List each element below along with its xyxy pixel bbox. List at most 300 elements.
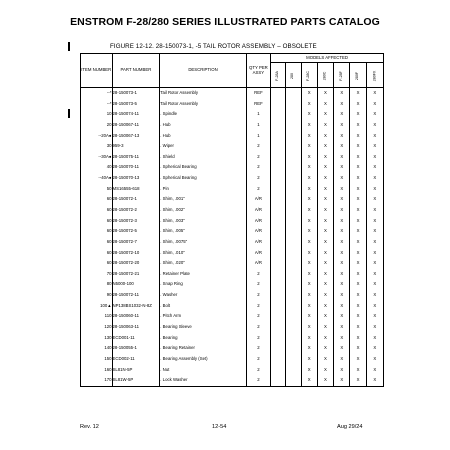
item-number: 60	[81, 216, 113, 227]
model-mark	[286, 184, 301, 195]
table-row	[81, 248, 384, 259]
quantity: 2	[246, 333, 270, 344]
header-item: ITEM NUMBER	[81, 54, 113, 88]
model-mark: X	[350, 184, 366, 195]
model-mark	[286, 99, 301, 110]
model-mark: X	[317, 258, 333, 269]
description: . Snap Ring	[160, 280, 246, 291]
model-label: 280F	[355, 71, 360, 80]
description: . Shim, .001"	[160, 194, 246, 205]
model-mark	[286, 269, 301, 280]
model-mark	[271, 173, 286, 184]
model-mark	[271, 269, 286, 280]
part-number: 28-150072-7	[112, 237, 160, 248]
item-number: 170	[81, 375, 113, 386]
item-number: 60	[81, 205, 113, 216]
model-mark: X	[317, 343, 333, 354]
model-mark: X	[366, 109, 383, 120]
model-mark: X	[317, 162, 333, 173]
model-label: F-28C	[306, 70, 311, 81]
model-mark: X	[301, 343, 317, 354]
item-number: 20	[81, 120, 113, 131]
model-label: 280C	[322, 71, 327, 80]
item-number: 60	[81, 194, 113, 205]
quantity: REF	[246, 88, 270, 99]
model-mark	[286, 365, 301, 376]
model-mark: X	[301, 301, 317, 312]
model-mark	[271, 322, 286, 333]
model-mark: X	[366, 99, 383, 110]
model-mark: X	[301, 88, 317, 99]
change-bar	[68, 42, 70, 51]
quantity: 2	[246, 343, 270, 354]
model-mark: X	[301, 162, 317, 173]
item-number: 10	[81, 109, 113, 120]
table-row	[81, 141, 384, 152]
model-mark: X	[317, 269, 333, 280]
model-mark: X	[334, 152, 350, 163]
model-mark	[271, 99, 286, 110]
model-mark: X	[350, 248, 366, 259]
table-row	[81, 375, 384, 386]
model-mark: X	[317, 248, 333, 259]
model-mark: X	[317, 354, 333, 365]
model-mark: X	[366, 322, 383, 333]
model-mark: X	[317, 194, 333, 205]
description: . Pitch Arm	[160, 311, 246, 322]
model-mark: X	[301, 311, 317, 322]
footer-rev: Rev. 12	[80, 424, 99, 430]
model-mark	[271, 290, 286, 301]
model-mark: X	[366, 311, 383, 322]
item-number: 160	[81, 365, 113, 376]
model-mark: X	[350, 322, 366, 333]
quantity: 2	[246, 301, 270, 312]
model-mark	[271, 354, 286, 365]
model-mark	[286, 216, 301, 227]
model-mark: X	[366, 354, 383, 365]
model-mark: X	[366, 88, 383, 99]
description: . Bolt	[160, 301, 246, 312]
table-row	[81, 99, 384, 110]
model-mark: X	[366, 205, 383, 216]
model-mark: X	[317, 109, 333, 120]
model-mark: X	[350, 162, 366, 173]
model-mark: X	[350, 237, 366, 248]
quantity: 2	[246, 280, 270, 291]
model-mark	[286, 343, 301, 354]
model-label: 280	[290, 72, 295, 79]
model-mark: X	[317, 184, 333, 195]
part-number: 28-150073-1	[112, 88, 160, 99]
model-mark	[286, 237, 301, 248]
model-mark: X	[366, 194, 383, 205]
model-mark: X	[334, 280, 350, 291]
description: . Bearing Assembly (Set)	[160, 354, 246, 365]
model-mark: X	[334, 205, 350, 216]
model-mark	[286, 205, 301, 216]
description: . Retainer Plate	[160, 269, 246, 280]
model-mark: X	[301, 237, 317, 248]
header-model	[317, 63, 333, 88]
model-mark: X	[350, 354, 366, 365]
model-mark: X	[317, 216, 333, 227]
model-mark: X	[350, 131, 366, 142]
quantity: 2	[246, 269, 270, 280]
model-mark	[271, 301, 286, 312]
header-model	[334, 63, 350, 88]
model-mark: X	[350, 205, 366, 216]
model-mark: X	[350, 173, 366, 184]
description: . Spherical Bearing	[160, 173, 246, 184]
model-mark: X	[366, 131, 383, 142]
table-row	[81, 226, 384, 237]
model-mark: X	[334, 269, 350, 280]
model-mark	[286, 354, 301, 365]
table-row	[81, 333, 384, 344]
model-mark	[286, 280, 301, 291]
model-mark: X	[317, 290, 333, 301]
model-mark: X	[334, 343, 350, 354]
model-mark: X	[350, 258, 366, 269]
model-mark: X	[301, 375, 317, 386]
model-mark: X	[301, 99, 317, 110]
table-row	[81, 269, 384, 280]
model-mark: X	[317, 333, 333, 344]
model-mark: X	[334, 237, 350, 248]
item-number: 90	[81, 290, 113, 301]
model-mark: X	[366, 120, 383, 131]
model-mark: X	[317, 365, 333, 376]
table-row	[81, 194, 384, 205]
part-number: 28-150070-13	[112, 173, 160, 184]
part-number: 28-150072-5	[112, 226, 160, 237]
model-mark: X	[334, 194, 350, 205]
model-mark	[286, 375, 301, 386]
footer-page: 12-54	[212, 424, 227, 430]
model-mark: X	[366, 280, 383, 291]
model-mark: X	[301, 258, 317, 269]
model-mark: X	[334, 99, 350, 110]
model-mark	[286, 141, 301, 152]
part-number: 28-150074-11	[112, 109, 160, 120]
model-mark: X	[334, 248, 350, 259]
model-mark: X	[317, 152, 333, 163]
model-mark	[271, 343, 286, 354]
model-mark: X	[317, 226, 333, 237]
table-row	[81, 184, 384, 195]
model-mark	[286, 194, 301, 205]
item-number: 140	[81, 343, 113, 354]
model-mark: X	[317, 280, 333, 291]
part-number: 28-150072-11	[112, 290, 160, 301]
model-mark: X	[334, 88, 350, 99]
description: . Bearing Retainer	[160, 343, 246, 354]
model-mark: X	[366, 184, 383, 195]
model-mark	[271, 184, 286, 195]
model-mark: X	[350, 290, 366, 301]
description: . Pin	[160, 184, 246, 195]
model-mark: X	[301, 365, 317, 376]
model-mark: X	[366, 152, 383, 163]
model-mark: X	[334, 162, 350, 173]
description: . Bearing	[160, 333, 246, 344]
model-mark	[271, 194, 286, 205]
part-number: ECD001-11	[112, 333, 160, 344]
description: . Shim, .005"	[160, 226, 246, 237]
model-mark: X	[334, 375, 350, 386]
model-mark: X	[366, 290, 383, 301]
description: . Nut	[160, 365, 246, 376]
model-mark: X	[301, 322, 317, 333]
model-mark: X	[301, 120, 317, 131]
model-mark	[286, 226, 301, 237]
model-mark: X	[334, 109, 350, 120]
model-label: F-28F	[338, 70, 343, 81]
model-mark: X	[301, 280, 317, 291]
header-models-affected: MODELS AFFECTED	[271, 54, 384, 63]
table-row	[81, 173, 384, 184]
model-mark	[286, 248, 301, 259]
model-mark	[271, 375, 286, 386]
table-row	[81, 280, 384, 291]
model-mark: X	[334, 141, 350, 152]
quantity: A/R	[246, 248, 270, 259]
quantity: 2	[246, 184, 270, 195]
part-number: NP138BS1032-N-8Z	[112, 301, 160, 312]
model-mark: X	[317, 141, 333, 152]
model-mark: X	[317, 131, 333, 142]
table-row	[81, 216, 384, 227]
quantity: 2	[246, 375, 270, 386]
model-mark: X	[317, 99, 333, 110]
model-mark	[286, 109, 301, 120]
quantity: A/R	[246, 205, 270, 216]
model-mark	[271, 333, 286, 344]
model-mark	[286, 131, 301, 142]
model-mark: X	[317, 205, 333, 216]
item-number: --30A●	[81, 152, 113, 163]
part-number: 28-150072-10	[112, 248, 160, 259]
quantity: 2	[246, 141, 270, 152]
model-mark: X	[317, 311, 333, 322]
table-row	[81, 237, 384, 248]
model-mark	[286, 301, 301, 312]
quantity: A/R	[246, 226, 270, 237]
model-mark: X	[366, 141, 383, 152]
header-model	[271, 63, 286, 88]
model-mark: X	[350, 311, 366, 322]
item-number: 60	[81, 237, 113, 248]
model-mark: X	[350, 301, 366, 312]
quantity: 2	[246, 290, 270, 301]
model-mark: X	[301, 333, 317, 344]
item-number: --40A●	[81, 173, 113, 184]
quantity: 2	[246, 354, 270, 365]
model-mark: X	[301, 109, 317, 120]
table-row	[81, 311, 384, 322]
model-mark: X	[301, 216, 317, 227]
item-number: --*	[81, 99, 113, 110]
part-number: MS16555-618	[112, 184, 160, 195]
quantity: 1	[246, 120, 270, 131]
part-number: 28-150072-3	[112, 216, 160, 227]
quantity: A/R	[246, 237, 270, 248]
model-mark	[286, 333, 301, 344]
model-label: F-28A	[275, 70, 280, 81]
quantity: 2	[246, 311, 270, 322]
table-row	[81, 301, 384, 312]
model-mark: X	[334, 301, 350, 312]
model-mark	[286, 290, 301, 301]
quantity: 1	[246, 131, 270, 142]
part-number: 28-150067-11	[112, 120, 160, 131]
model-mark: X	[334, 173, 350, 184]
header-qty: QTY PER ASSY	[246, 54, 270, 88]
part-number: 28-150070-11	[112, 162, 160, 173]
model-mark	[286, 311, 301, 322]
model-mark: X	[366, 237, 383, 248]
model-mark: X	[350, 280, 366, 291]
model-mark	[271, 237, 286, 248]
model-mark	[271, 258, 286, 269]
model-mark: X	[350, 120, 366, 131]
model-mark: X	[301, 290, 317, 301]
table-row	[81, 322, 384, 333]
model-mark: X	[350, 375, 366, 386]
model-mark: X	[350, 216, 366, 227]
table-row	[81, 354, 384, 365]
item-number: 100▲	[81, 301, 113, 312]
model-mark	[271, 152, 286, 163]
model-mark: X	[350, 194, 366, 205]
part-number: 28-150055-1	[112, 343, 160, 354]
table-row	[81, 205, 384, 216]
description: . Shim, .003"	[160, 216, 246, 227]
model-mark: X	[317, 237, 333, 248]
model-mark	[271, 226, 286, 237]
table-row	[81, 131, 384, 142]
model-mark: X	[334, 333, 350, 344]
description: . Lock Washer	[160, 375, 246, 386]
part-number: 28-150072-21	[112, 269, 160, 280]
item-number: 50	[81, 184, 113, 195]
model-mark: X	[366, 269, 383, 280]
model-mark: X	[366, 375, 383, 386]
item-number: 40	[81, 162, 113, 173]
model-mark: X	[317, 322, 333, 333]
model-mark: X	[334, 311, 350, 322]
model-mark: X	[366, 226, 383, 237]
quantity: 2	[246, 173, 270, 184]
table-row	[81, 162, 384, 173]
model-mark	[286, 88, 301, 99]
table-row	[81, 365, 384, 376]
table-row	[81, 343, 384, 354]
table-row	[81, 152, 384, 163]
item-number: 120	[81, 322, 113, 333]
part-number: 28-150075-11	[112, 152, 160, 163]
item-number: 80	[81, 280, 113, 291]
part-number: SL81N-5P	[112, 365, 160, 376]
model-mark: X	[317, 301, 333, 312]
header-part: PART NUMBER	[112, 54, 160, 88]
model-mark	[286, 322, 301, 333]
description: . Shim, .002"	[160, 205, 246, 216]
model-mark	[271, 365, 286, 376]
model-mark: X	[366, 248, 383, 259]
part-number: 28-150060-11	[112, 311, 160, 322]
change-bar	[68, 109, 70, 118]
page-title: ENSTROM F-28/280 SERIES ILLUSTRATED PARTS CATALOG	[70, 16, 380, 28]
part-number: SL81W-5P	[112, 375, 160, 386]
table-row	[81, 120, 384, 131]
model-mark: X	[334, 216, 350, 227]
model-mark: X	[350, 88, 366, 99]
model-mark: X	[334, 322, 350, 333]
header-model	[366, 63, 383, 88]
model-mark: X	[317, 375, 333, 386]
model-mark: X	[334, 365, 350, 376]
model-mark	[271, 311, 286, 322]
model-mark: X	[366, 343, 383, 354]
model-mark	[271, 131, 286, 142]
item-number: 30	[81, 141, 113, 152]
model-mark: X	[350, 365, 366, 376]
model-mark: X	[317, 88, 333, 99]
item-number: 150	[81, 354, 113, 365]
footer-date: Aug 29/24	[337, 424, 363, 430]
header-model	[286, 63, 301, 88]
description: . Shield	[160, 152, 246, 163]
part-number: 28-150072-1	[112, 194, 160, 205]
part-number: 28-150067-13	[112, 131, 160, 142]
table-row	[81, 88, 384, 99]
header-model	[301, 63, 317, 88]
header-description: DESCRIPTION	[160, 54, 246, 88]
part-number: ECD002-11	[112, 354, 160, 365]
quantity: A/R	[246, 258, 270, 269]
quantity: 2	[246, 162, 270, 173]
model-mark	[286, 152, 301, 163]
model-mark: X	[317, 173, 333, 184]
model-mark: X	[334, 290, 350, 301]
model-mark: X	[301, 269, 317, 280]
quantity: 1	[246, 109, 270, 120]
description: . Spherical Bearing	[160, 162, 246, 173]
model-mark	[286, 120, 301, 131]
model-mark: X	[350, 141, 366, 152]
table-row	[81, 258, 384, 269]
model-mark: X	[350, 109, 366, 120]
part-number: 28-150072-2	[112, 205, 160, 216]
part-number: 959-3	[112, 141, 160, 152]
model-mark: X	[350, 269, 366, 280]
description: . Hub	[160, 120, 246, 131]
model-mark: X	[350, 226, 366, 237]
parts-table	[80, 53, 384, 387]
item-number: 60	[81, 226, 113, 237]
item-number: 70	[81, 269, 113, 280]
model-mark	[271, 280, 286, 291]
description: Tail Rotor Assembly	[160, 99, 246, 110]
model-mark: X	[366, 162, 383, 173]
model-mark: X	[350, 152, 366, 163]
quantity: A/R	[246, 194, 270, 205]
model-mark: X	[334, 354, 350, 365]
model-mark: X	[366, 301, 383, 312]
model-mark: X	[317, 120, 333, 131]
